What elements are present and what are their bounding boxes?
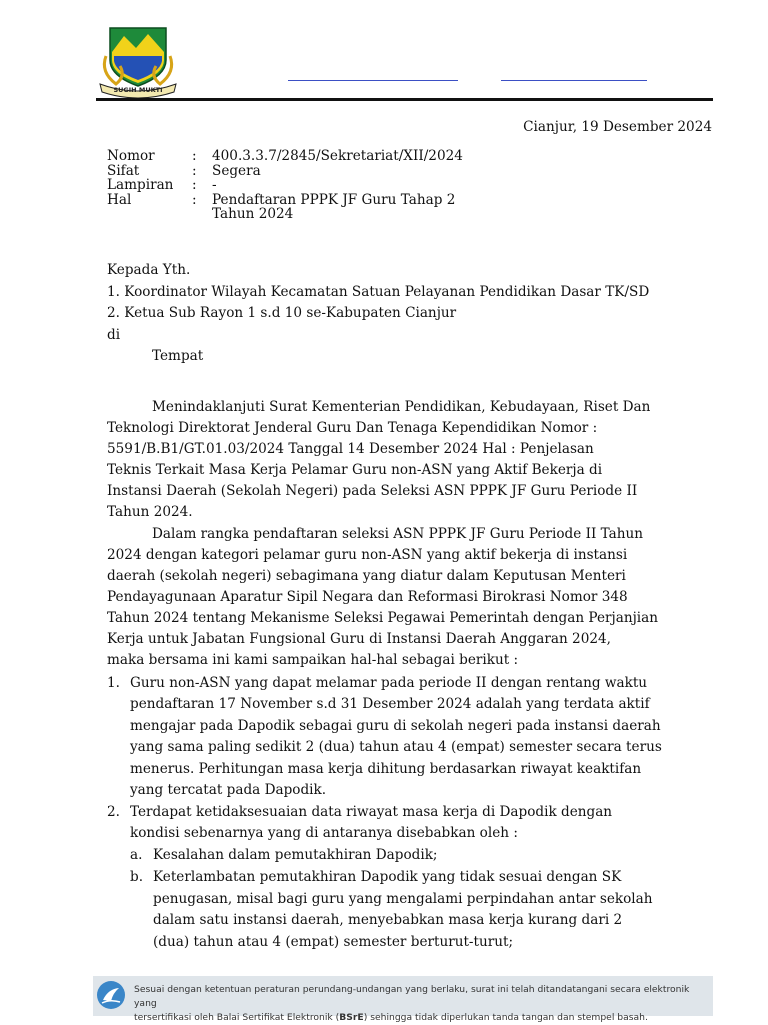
bsre-label: BSrE	[339, 1012, 364, 1023]
meta-colon: :	[192, 163, 197, 179]
paragraph-line: Dalam rangka pendaftaran seleksi ASN PPPK JF Guru Periode II Tahun	[152, 526, 644, 542]
regency-logo	[96, 26, 180, 98]
point-line: menerus. Perhitungan masa kerja dihitung berdasarkan riwayat keaktifan	[130, 761, 642, 777]
sub-point-b-line: penugasan, misal bagi guru yang mengalami perpindahan antar sekolah	[153, 891, 653, 907]
meta-lampiran-label: Lampiran	[107, 177, 174, 193]
meta-nomor-value: 400.3.3.7/2845/Sekretariat/XII/2024	[212, 148, 463, 164]
sub-point-b-line: dalam satu instansi daerah, menyebabkan masa kerja kurang dari 2	[153, 912, 623, 928]
paragraph-line: Tahun 2024 tentang Mekanisme Seleksi Pegawai Pemerintah dengan Perjanjian	[107, 610, 659, 626]
point-number: 2.	[107, 804, 120, 820]
recipient-2: 2. Ketua Sub Rayon 1 s.d 10 se-Kabupaten Cianjur	[107, 305, 457, 321]
paragraph-line: Instansi Daerah (Sekolah Negeri) pada Seleksi ASN PPPK JF Guru Periode II	[107, 483, 638, 499]
header-link-line-2[interactable]	[501, 80, 647, 81]
paragraph-line: 5591/B.B1/GT.01.03/2024 Tanggal 14 Desember 2024 Hal : Penjelasan	[107, 441, 594, 457]
meta-lampiran-value: -	[212, 177, 217, 193]
point-line: yang tercatat pada Dapodik.	[130, 782, 327, 798]
bsre-icon	[96, 980, 126, 1010]
point-line: mengajar pada Dapodik sebagai guru di sekolah negeri pada instansi daerah	[130, 718, 661, 734]
sub-point-label: b.	[130, 869, 144, 885]
point-line: Guru non-ASN yang dapat melamar pada periode II dengan rentang waktu	[130, 675, 648, 691]
paragraph-line: maka bersama ini kami sampaikan hal-hal sebagai berikut :	[107, 652, 519, 668]
esign-notice-line-1: Sesuai dengan ketentuan peraturan perundang-undangan yang berlaku, surat ini telah ditandatangani secara elektronik yang	[134, 984, 690, 1009]
paragraph-line: Kerja untuk Jabatan Fungsional Guru di Instansi Daerah Anggaran 2024,	[107, 631, 611, 647]
tempat-label: Tempat	[152, 348, 204, 364]
meta-colon: :	[192, 148, 197, 164]
meta-colon: :	[192, 192, 197, 208]
meta-sifat-value: Segera	[212, 163, 261, 179]
paragraph-line: Menindaklanjuti Surat Kementerian Pendidikan, Kebudayaan, Riset Dan	[152, 399, 651, 415]
paragraph-line: Pendayagunaan Aparatur Sipil Negara dan Reformasi Birokrasi Nomor 348	[107, 589, 628, 605]
point-line: yang sama paling sedikit 2 (dua) tahun atau 4 (empat) semester secara terus	[130, 739, 662, 755]
esign-notice-pre: tersertifikasi oleh Balai Sertifikat Elektronik (	[134, 1012, 340, 1023]
header-link-line-1[interactable]	[288, 80, 458, 81]
meta-nomor-label: Nomor	[107, 148, 155, 164]
point-line: Terdapat ketidaksesuaian data riwayat masa kerja di Dapodik dengan	[130, 804, 613, 820]
point-line: pendaftaran 17 November s.d 31 Desember 2024 adalah yang terdata aktif	[130, 696, 650, 712]
esign-notice-line-2	[134, 1011, 704, 1025]
meta-hal-value-2: Tahun 2024	[212, 206, 294, 222]
meta-hal-value: Pendaftaran PPPK JF Guru Tahap 2	[212, 192, 456, 208]
paragraph-line: Teknologi Direktorat Jenderal Guru Dan Tenaga Kependidikan Nomor :	[107, 420, 598, 436]
place-date: Cianjur, 19 Desember 2024	[523, 119, 712, 135]
sub-point-label: a.	[130, 847, 143, 863]
logo-motto: SUGIH MUKTI	[113, 86, 163, 94]
meta-hal-label: Hal	[107, 192, 132, 208]
recipient-1: 1. Koordinator Wilayah Kecamatan Satuan Pelayanan Pendidikan Dasar TK/SD	[107, 284, 650, 300]
paragraph-line: Teknis Terkait Masa Kerja Pelamar Guru non-ASN yang Aktif Bekerja di	[107, 462, 603, 478]
meta-colon: :	[192, 177, 197, 193]
paragraph-line: Tahun 2024.	[107, 504, 193, 520]
meta-sifat-label: Sifat	[107, 163, 140, 179]
sub-point-a-text: Kesalahan dalam pemutakhiran Dapodik;	[153, 847, 438, 863]
point-line: kondisi sebenarnya yang di antaranya disebabkan oleh :	[130, 825, 518, 841]
sub-point-b-line: Keterlambatan pemutakhiran Dapodik yang tidak sesuai dengan SK	[153, 869, 622, 885]
esign-notice-post: ) sehingga tidak diperlukan tanda tangan dan stempel basah.	[363, 1012, 648, 1023]
di-label: di	[107, 327, 121, 343]
paragraph-line: daerah (sekolah negeri) sebagimana yang diatur dalam Keputusan Menteri	[107, 568, 626, 584]
header-divider	[96, 98, 713, 101]
paragraph-line: 2024 dengan kategori pelamar guru non-ASN yang aktif bekerja di instansi	[107, 547, 628, 563]
esign-notice	[134, 983, 704, 1025]
to-label: Kepada Yth.	[107, 262, 191, 278]
point-number: 1.	[107, 675, 120, 691]
sub-point-b-line: (dua) tahun atau 4 (empat) semester berturut-turut;	[153, 934, 514, 950]
